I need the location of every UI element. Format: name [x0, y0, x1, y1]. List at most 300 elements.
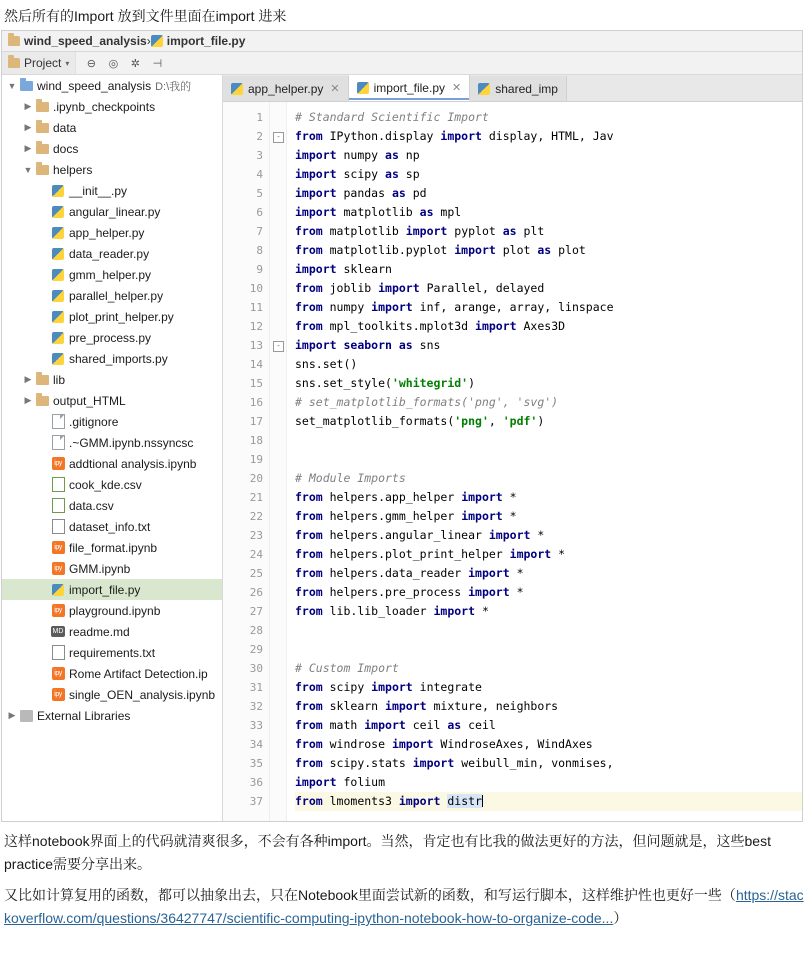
code-token: as: [419, 205, 441, 219]
code-token: helpers.data_reader: [329, 566, 469, 580]
code-line[interactable]: [295, 165, 802, 184]
line-number: 7: [256, 225, 263, 238]
code-token: # Module Imports: [295, 471, 406, 485]
tree-item[interactable]: [2, 516, 222, 537]
code-token: ,: [488, 414, 503, 428]
code-line[interactable]: [295, 792, 802, 811]
code-token: from: [295, 699, 330, 713]
breadcrumb-item-project[interactable]: [8, 34, 147, 48]
chevron-right-icon[interactable]: ▶: [24, 143, 32, 153]
tree-item-label: single_OEN_analysis.ipynb: [69, 687, 216, 702]
paragraph-2-text-before: 又比如计算复用的函数，都可以抽象出去，只在Notebook里面尝试新的函数，和写运行脚本，这样维护性也更好一些（: [4, 887, 736, 903]
chevron-right-icon[interactable]: ▶: [24, 122, 32, 132]
line-number: 21: [249, 491, 263, 504]
line-number: 11: [249, 301, 263, 314]
fold-slot: [270, 583, 286, 602]
fold-slot: [270, 241, 286, 260]
tree-item[interactable]: [2, 243, 222, 264]
python-file-icon: [478, 83, 490, 95]
editor-tab[interactable]: [470, 76, 567, 101]
code-line[interactable]: [295, 336, 802, 355]
tree-item[interactable]: [2, 663, 222, 684]
collapse-all-icon[interactable]: ⊖: [86, 57, 96, 70]
code-token: import: [454, 243, 503, 257]
line-number: 22: [249, 510, 263, 523]
code-line[interactable]: [295, 583, 802, 602]
tree-item[interactable]: [2, 705, 222, 726]
editor-tab-label: app_helper.py: [248, 81, 324, 96]
fold-slot: [270, 127, 286, 146]
tree-item-label: pre_process.py: [69, 330, 152, 345]
code-token: plot: [558, 243, 586, 257]
code-token: import: [488, 528, 538, 542]
line-number: 12: [249, 320, 263, 333]
code-token: import: [364, 718, 413, 732]
code-token: import: [371, 300, 420, 314]
code-line[interactable]: [295, 469, 802, 488]
code-token: import: [468, 585, 517, 599]
line-number: 10: [249, 282, 263, 295]
fold-slot: [270, 450, 286, 469]
code-token: # Custom Import: [295, 661, 399, 675]
line-number: 24: [249, 548, 263, 561]
stackoverflow-link[interactable]: https://stackoverflow.com/questions/36427747/scientific-computing-ipython-notebook-how-to-organize-code...: [4, 887, 804, 926]
line-number: 2: [256, 130, 263, 143]
tree-item[interactable]: [2, 180, 222, 201]
code-token: import: [295, 775, 344, 789]
line-number: 9: [256, 263, 263, 276]
chevron-right-icon[interactable]: ▶: [24, 101, 32, 111]
code-token: as: [502, 224, 524, 238]
code-token: from: [295, 319, 330, 333]
code-content[interactable]: [287, 102, 802, 821]
tree-item-label: __init__.py: [69, 183, 128, 198]
tree-item[interactable]: [2, 159, 222, 180]
code-token: import: [468, 566, 517, 580]
line-number-gutter: [223, 102, 270, 821]
code-token: inf, arange, array, linspace: [419, 300, 614, 314]
tree-item[interactable]: [2, 138, 222, 159]
fold-slot: [270, 108, 286, 127]
line-number: 3: [256, 149, 263, 162]
tree-item-label: app_helper.py: [69, 225, 145, 240]
code-token: sklearn: [329, 699, 386, 713]
code-token: set_matplotlib_formats(: [295, 414, 455, 428]
fold-slot: [270, 507, 286, 526]
code-line[interactable]: [295, 241, 802, 260]
code-token: matplotlib: [343, 205, 420, 219]
tree-item[interactable]: [2, 327, 222, 348]
fold-slot: [270, 184, 286, 203]
code-line[interactable]: [295, 222, 802, 241]
fold-toggle-icon[interactable]: -: [273, 132, 284, 143]
line-number: 17: [249, 415, 263, 428]
tree-item-label: helpers: [53, 162, 93, 177]
notebook-icon: ipy: [52, 562, 65, 575]
code-line[interactable]: [295, 716, 802, 735]
code-token: integrate: [419, 680, 482, 694]
code-line[interactable]: [295, 279, 802, 298]
code-token: from: [295, 756, 330, 770]
code-token: import: [440, 129, 489, 143]
code-token: sns.set_style(: [295, 376, 392, 390]
line-number: 25: [249, 567, 263, 580]
code-token: import: [509, 547, 559, 561]
code-line[interactable]: [295, 602, 802, 621]
fold-slot: [270, 317, 286, 336]
code-fold-gutter[interactable]: [270, 102, 287, 821]
code-token: sp: [405, 167, 420, 181]
folder-icon: [36, 144, 49, 154]
project-toolbar: [2, 52, 802, 75]
line-number: 16: [249, 396, 263, 409]
folder-icon: [36, 102, 49, 112]
code-line[interactable]: [295, 507, 802, 526]
line-number: 14: [249, 358, 263, 371]
tree-item-label: Rome Artifact Detection.ip: [69, 666, 208, 681]
fold-slot: [270, 526, 286, 545]
tree-item[interactable]: [2, 558, 222, 579]
code-token: as: [537, 243, 559, 257]
code-token: matplotlib.pyplot: [329, 243, 455, 257]
code-line[interactable]: [295, 564, 802, 583]
code-token: import: [405, 224, 455, 238]
code-token: numpy: [343, 148, 386, 162]
fold-toggle-icon[interactable]: -: [273, 341, 284, 352]
code-token: import: [475, 319, 524, 333]
tree-item[interactable]: [2, 411, 222, 432]
tree-item-label: .~GMM.ipynb.nssyncsc: [69, 435, 194, 450]
python-file-icon: [52, 290, 64, 302]
fold-slot: [270, 374, 286, 393]
code-token: import: [295, 205, 344, 219]
code-token: from: [295, 737, 330, 751]
notebook-icon: ipy: [52, 541, 65, 554]
code-token: pyplot: [454, 224, 503, 238]
python-file-icon: [52, 332, 64, 344]
code-token: mpl: [440, 205, 462, 219]
code-token: as: [391, 186, 413, 200]
line-number: 27: [249, 605, 263, 618]
code-token: distr: [447, 794, 482, 808]
tree-item[interactable]: [2, 600, 222, 621]
breadcrumb-label: import_file.py: [166, 34, 246, 48]
code-token: plot: [502, 243, 538, 257]
code-token: helpers.gmm_helper: [329, 509, 462, 523]
chevron-down-icon[interactable]: ▾: [65, 58, 70, 68]
line-number: 8: [256, 244, 263, 257]
code-token: *: [558, 547, 566, 561]
code-token: from: [295, 509, 330, 523]
line-number: 23: [249, 529, 263, 542]
code-line[interactable]: [295, 754, 802, 773]
fold-slot: [270, 564, 286, 583]
code-token: import: [295, 262, 344, 276]
code-token: display, HTML, Jav: [488, 129, 614, 143]
txt-icon: [52, 645, 65, 660]
code-token: import: [461, 490, 510, 504]
code-token: pd: [412, 186, 427, 200]
tree-item[interactable]: [2, 579, 222, 600]
code-token: WindroseAxes, WindAxes: [440, 737, 593, 751]
code-token: import: [385, 699, 434, 713]
fold-slot: [270, 412, 286, 431]
line-number: 34: [249, 738, 263, 751]
fold-slot: [270, 545, 286, 564]
tree-item[interactable]: [2, 432, 222, 453]
notebook-icon: ipy: [52, 688, 65, 701]
chevron-down-icon[interactable]: ▼: [23, 164, 33, 175]
code-token: sns: [419, 338, 441, 352]
code-token: lib.lib_loader: [329, 604, 434, 618]
code-line[interactable]: [295, 393, 802, 412]
python-file-icon: [52, 353, 64, 365]
ide-body: [2, 75, 802, 821]
caption-above-screenshot: 然后所有的Import 放到文件里面在import 进来: [4, 8, 287, 24]
code-line[interactable]: [295, 697, 802, 716]
code-token: folium: [343, 775, 386, 789]
line-number: 33: [249, 719, 263, 732]
tree-item[interactable]: [2, 537, 222, 558]
txt-icon: [52, 519, 65, 534]
code-token: as: [385, 148, 406, 162]
tree-item[interactable]: [2, 264, 222, 285]
tree-item-label: angular_linear.py: [69, 204, 161, 219]
code-token: import: [295, 186, 344, 200]
chevron-down-icon[interactable]: ▼: [7, 80, 17, 91]
fold-slot: [270, 336, 286, 355]
file-icon: [52, 435, 65, 450]
code-token: from: [295, 718, 330, 732]
line-number: 35: [249, 757, 263, 770]
tree-item-label: import_file.py: [69, 582, 141, 597]
code-line[interactable]: [295, 203, 802, 222]
tree-item-label: addtional analysis.ipynb: [69, 456, 197, 471]
line-number: 28: [249, 624, 263, 637]
code-token: import: [398, 794, 448, 808]
code-token: *: [509, 509, 517, 523]
code-token: IPython.display: [329, 129, 441, 143]
text-caret: [482, 795, 483, 807]
fold-slot: [270, 488, 286, 507]
tree-item-label: data: [53, 120, 77, 135]
hide-panel-icon[interactable]: ⊣: [152, 57, 163, 70]
code-line[interactable]: [295, 450, 802, 469]
tree-item-label: playground.ipynb: [69, 603, 161, 618]
code-line[interactable]: [295, 127, 802, 146]
code-line[interactable]: [295, 431, 802, 450]
python-file-icon: [151, 35, 163, 47]
editor-tab[interactable]: [349, 75, 471, 101]
fold-slot: [270, 222, 286, 241]
close-icon[interactable]: ✕: [330, 83, 340, 95]
code-line[interactable]: [295, 488, 802, 507]
notebook-icon: ipy: [52, 667, 65, 680]
tree-item[interactable]: [2, 390, 222, 411]
code-token: import: [371, 680, 420, 694]
close-icon[interactable]: ✕: [452, 82, 462, 94]
tree-item[interactable]: [2, 222, 222, 243]
code-area[interactable]: [223, 102, 802, 821]
fold-slot: [270, 773, 286, 792]
tree-item[interactable]: [2, 495, 222, 516]
tree-item[interactable]: [2, 285, 222, 306]
line-number: 31: [249, 681, 263, 694]
target-icon[interactable]: ◎: [108, 57, 119, 70]
breadcrumb-separator: ›: [146, 34, 151, 48]
tree-item-label: data_reader.py: [69, 246, 150, 261]
code-line[interactable]: [295, 545, 802, 564]
tree-item-label: requirements.txt: [69, 645, 156, 660]
code-token: from: [295, 300, 330, 314]
line-number: 15: [249, 377, 263, 390]
code-token: joblib: [329, 281, 379, 295]
fold-slot: [270, 260, 286, 279]
code-line[interactable]: [295, 317, 802, 336]
folder-icon: [36, 123, 49, 133]
code-token: scipy.stats: [329, 756, 413, 770]
gear-icon[interactable]: ✲: [130, 57, 140, 70]
tree-item[interactable]: [2, 306, 222, 327]
line-number: 36: [249, 776, 263, 789]
code-token: helpers.pre_process: [329, 585, 469, 599]
code-token: # Standard Scientific Import: [295, 110, 489, 124]
code-line[interactable]: [295, 640, 802, 659]
tree-item-label: parallel_helper.py: [69, 288, 164, 303]
code-token: import: [412, 756, 462, 770]
code-line[interactable]: [295, 621, 802, 640]
code-token: Axes3D: [523, 319, 566, 333]
fold-slot: [270, 146, 286, 165]
tree-item[interactable]: [2, 117, 222, 138]
code-token: import: [378, 281, 427, 295]
chevron-right-icon[interactable]: ▶: [24, 395, 32, 405]
tree-item[interactable]: [2, 684, 222, 705]
code-line[interactable]: [295, 773, 802, 792]
python-file-icon: [52, 227, 64, 239]
tree-item[interactable]: [2, 369, 222, 390]
code-line[interactable]: [295, 678, 802, 697]
tree-item[interactable]: [2, 474, 222, 495]
editor-tab-label: shared_imp: [495, 81, 558, 96]
tree-item[interactable]: [2, 453, 222, 474]
fold-slot: [270, 735, 286, 754]
fold-slot: [270, 640, 286, 659]
code-token: mpl_toolkits.mplot3d: [329, 319, 476, 333]
editor-tab-label: import_file.py: [373, 80, 445, 95]
notebook-icon: ipy: [52, 604, 65, 617]
code-line[interactable]: [295, 184, 802, 203]
file-icon: [52, 414, 65, 429]
breadcrumb-item-file[interactable]: [151, 34, 246, 48]
line-number: 26: [249, 586, 263, 599]
code-token: math: [329, 718, 365, 732]
line-number: 13: [249, 339, 263, 352]
line-number: 1: [256, 111, 263, 124]
line-number: 29: [249, 643, 263, 656]
breadcrumb-label: wind_speed_analysis: [24, 34, 147, 48]
project-tree[interactable]: [2, 75, 223, 821]
editor-tabs[interactable]: [223, 75, 802, 102]
code-token: from: [295, 585, 330, 599]
code-line[interactable]: [295, 412, 802, 431]
code-token: from: [295, 680, 330, 694]
code-token: ceil: [468, 718, 496, 732]
code-line[interactable]: [295, 260, 802, 279]
fold-slot: [270, 792, 286, 811]
tree-item-label: lib: [53, 372, 66, 387]
code-token: numpy: [329, 300, 372, 314]
code-token: helpers.plot_print_helper: [329, 547, 510, 561]
paragraph-2-text-after: ）: [613, 910, 628, 926]
python-file-icon: [52, 584, 64, 596]
code-token: import: [295, 338, 344, 352]
line-number: 18: [249, 434, 263, 447]
tree-item-label: .ipynb_checkpoints: [53, 99, 156, 114]
fold-slot: [270, 298, 286, 317]
tree-item[interactable]: [2, 201, 222, 222]
tree-item[interactable]: [2, 75, 222, 96]
code-token: from: [295, 490, 330, 504]
line-number: 37: [249, 795, 263, 808]
code-line[interactable]: [295, 374, 802, 393]
chevron-right-icon[interactable]: ▶: [24, 374, 32, 384]
line-number: 30: [249, 662, 263, 675]
line-number: 20: [249, 472, 263, 485]
tree-item[interactable]: [2, 642, 222, 663]
code-token: import: [461, 509, 510, 523]
code-token: from: [295, 243, 330, 257]
code-token: plt: [523, 224, 545, 238]
code-line[interactable]: [295, 659, 802, 678]
code-token: 'whitegrid': [391, 376, 469, 390]
code-token: import: [391, 737, 441, 751]
code-token: weibull_min, vonmises,: [461, 756, 614, 770]
editor-tab[interactable]: [223, 76, 349, 101]
code-line[interactable]: [295, 355, 802, 374]
code-token: ceil: [412, 718, 448, 732]
line-number: 6: [256, 206, 263, 219]
folder-icon-blue: [20, 81, 33, 91]
code-token: np: [405, 148, 420, 162]
line-number: 5: [256, 187, 263, 200]
tree-item[interactable]: [2, 621, 222, 642]
tree-item[interactable]: [2, 348, 222, 369]
code-token: *: [516, 566, 524, 580]
code-line[interactable]: [295, 146, 802, 165]
code-token: mixture, neighbors: [433, 699, 559, 713]
project-panel-tab[interactable]: [2, 52, 76, 74]
code-token: scipy: [343, 167, 386, 181]
fold-slot: [270, 697, 286, 716]
code-line[interactable]: [295, 298, 802, 317]
fold-slot: [270, 355, 286, 374]
folder-icon: [36, 165, 49, 175]
code-token: ): [468, 376, 476, 390]
fold-slot: [270, 469, 286, 488]
chevron-right-icon[interactable]: ▶: [8, 710, 16, 720]
code-line[interactable]: [295, 735, 802, 754]
code-line[interactable]: [295, 108, 802, 127]
code-token: from: [295, 547, 330, 561]
tree-item[interactable]: [2, 96, 222, 117]
code-token: from: [295, 129, 330, 143]
code-line[interactable]: [295, 526, 802, 545]
tree-item-label: dataset_info.txt: [69, 519, 151, 534]
tree-item-label: .gitignore: [69, 414, 119, 429]
tree-item-label: readme.md: [69, 624, 130, 639]
fold-slot: [270, 431, 286, 450]
